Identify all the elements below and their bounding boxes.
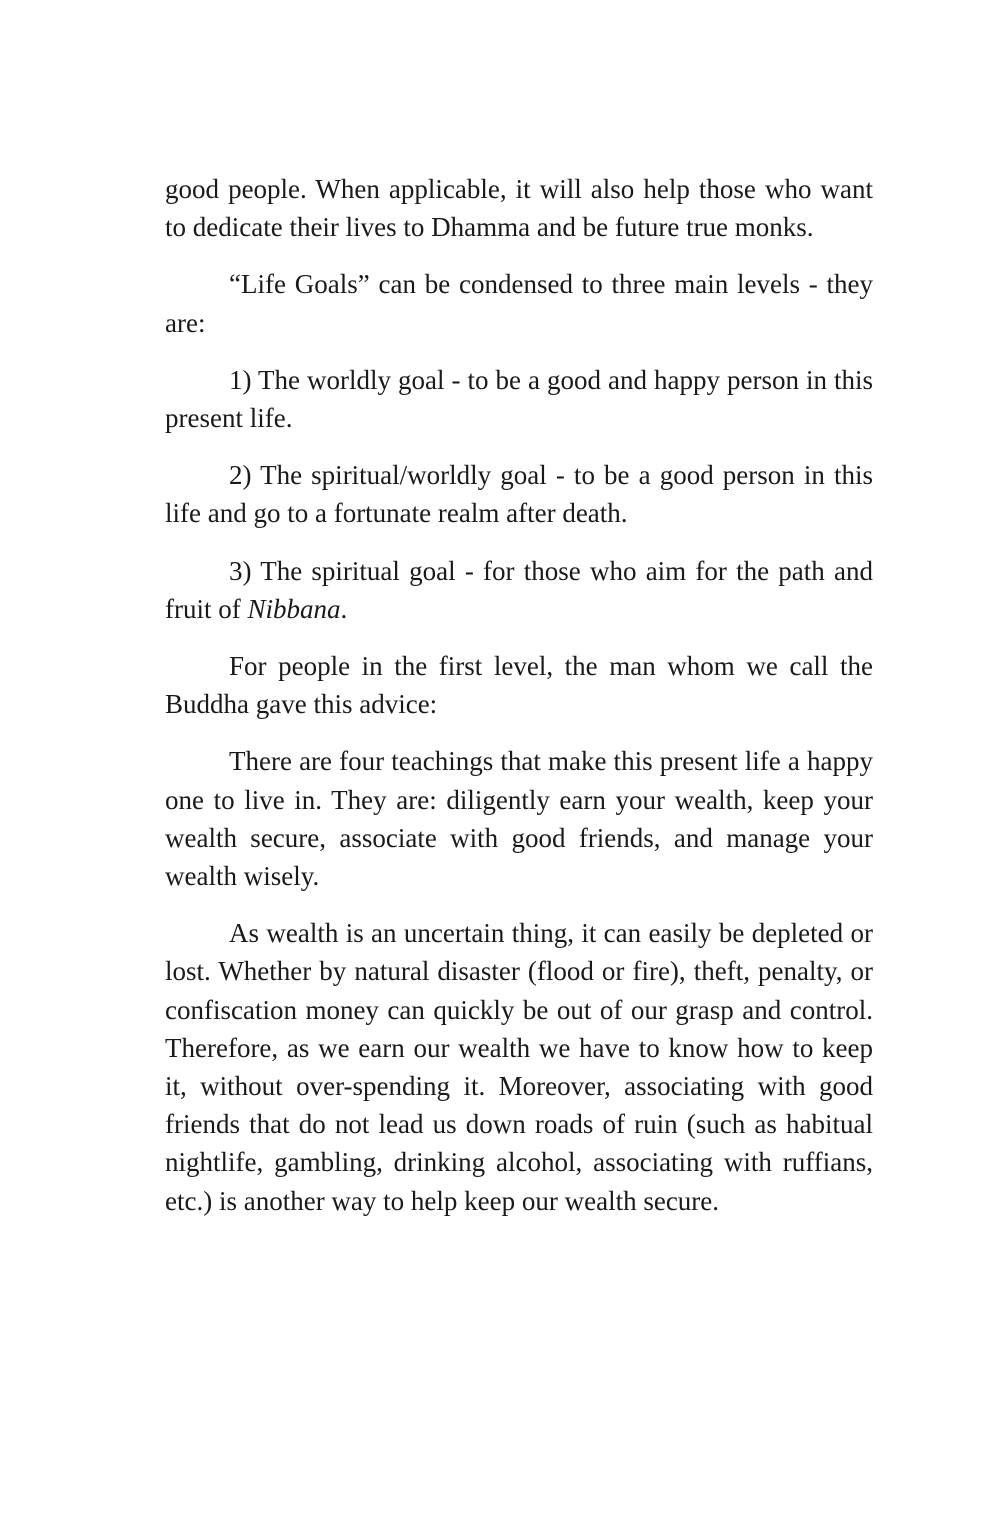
paragraph-continuation: good people. When applicable, it will also help those who want to dedicate their lives to Dhamma and be future true monks. bbox=[165, 174, 873, 243]
paragraph-life-goals-intro: “Life Goals” can be condensed to three main levels - they are: bbox=[165, 269, 873, 338]
paragraph-four-teachings: There are four teachings that make this present life a happy one to live in. They are: diligently earn your wealth, keep your wealth secure, associate with good friends, and manage your wealth wisely. bbox=[165, 746, 873, 892]
spiritual-goal-period: . bbox=[340, 593, 348, 624]
paragraph-worldly-goal: 1) The worldly goal - to be a good and happy person in this present life. bbox=[165, 364, 873, 434]
paragraph-wealth-uncertain: As wealth is an uncertain thing, it can easily be depleted or lost. Whether by natural disaster (flood or fire), theft, penalty, or confiscation money can quickly be out of our grasp and control. Therefore, as we earn our wealth we have to know how to keep it, without over-spending it. Moreover, associating with good friends that do not lead us down roads of ruin (such as habitual nightlife, gambling, drinking alcohol, associating with ruffians, etc.) is another way to help keep our wealth secure. bbox=[165, 918, 873, 1216]
paragraph-spiritual-goal bbox=[165, 552, 873, 628]
document-page bbox=[165, 170, 873, 1239]
spiritual-goal-text: 3) The spiritual goal - for those who aim for the path and fruit of bbox=[165, 555, 873, 624]
paragraph-spiritual-worldly-goal: 2) The spiritual/worldly goal - to be a good person in this life and go to a fortunate realm after death. bbox=[165, 460, 873, 529]
nibbana-italic: Nibbana bbox=[247, 593, 341, 624]
paragraph-first-level-advice: For people in the first level, the man whom we call the Buddha gave this advice: bbox=[165, 651, 873, 720]
